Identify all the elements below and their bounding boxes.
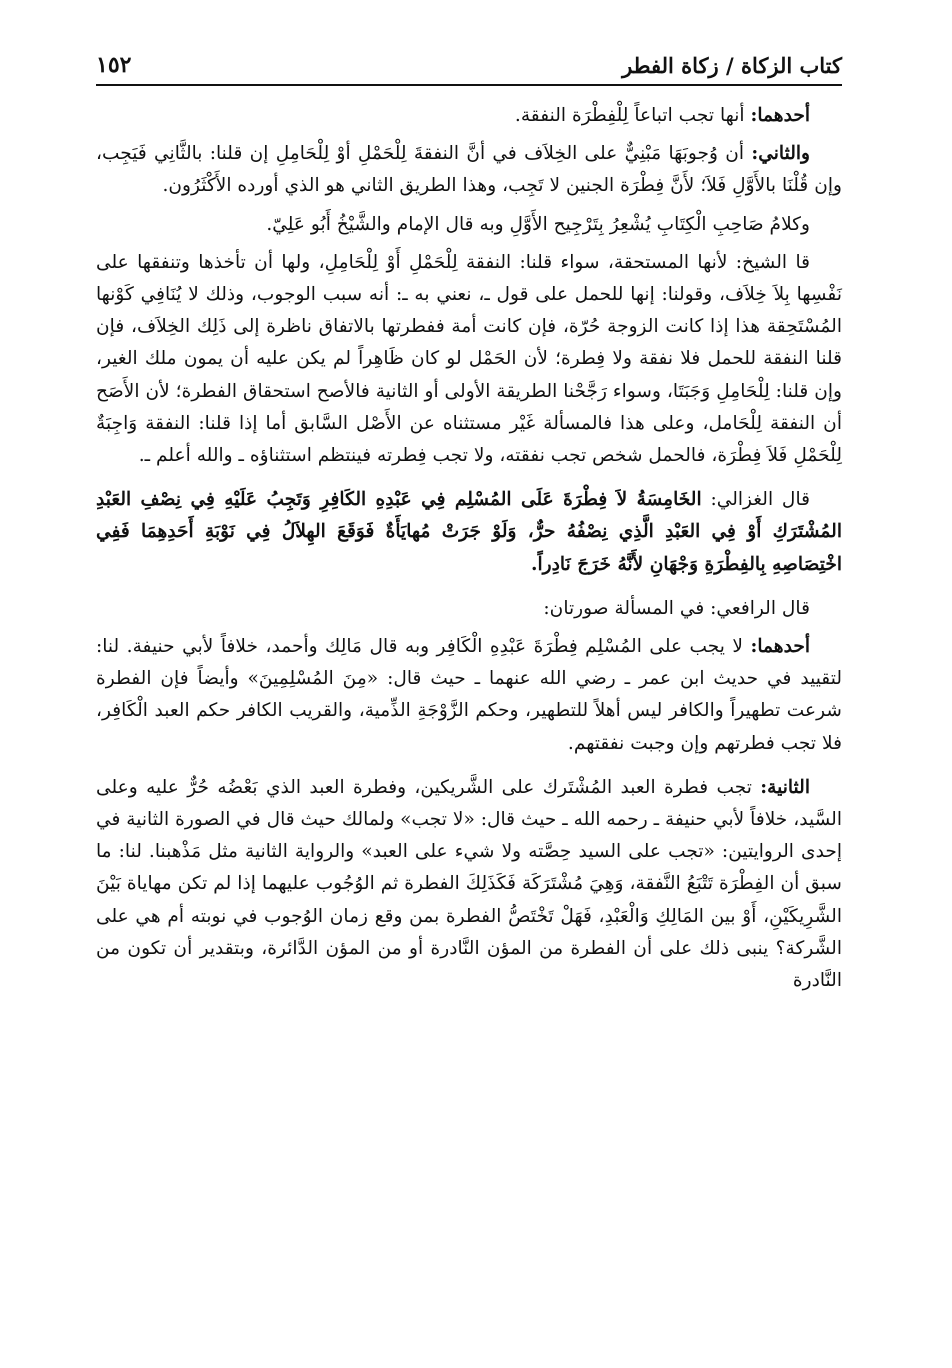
paragraph-prefix: قال الغزالي:: [701, 489, 810, 511]
paragraph-lead: أحدهما:: [750, 636, 810, 658]
paragraph-second-case: [96, 772, 842, 997]
paragraph-text: قا الشيخ: لأنها المستحقة، سواء قلنا: النفقة لِلْحَمْلِ أَوْ لِلْحَامِلِ، ولها أن تأخذها وتنفقها على نَفْسِها بِلاَ خِلاَف، وقولنا: إنها للحمل على قول ـ، نعني به ـ: أنه سبب الوجوب، وذلك لا يُنَافِي كَوْنها المُسْتَحِقة هذا إذا كانت الزوجة حُرّة، فإن كانت أمة ففطرتها بالاتفاق ناظرة إلى ذَلِك الخِلاَف، فإن قلنا النفقة للحمل فلا نفقة ولا فِطرة؛ لأن الحَمْل لو كان ظَاهِراً لم يكن عليه أن يمون ملك الغير، وإن قلنا: لِلْحَامِلِ وَجَبَتَا، وسواء رَجَّحْنا الطريقة الأولى أو الثانية فالأصح استحقاق الفطرة؛ لأن الأَصَح أن النفقة لِلْحَامل، وعلى هذا فالمسألة غَيْر مستثناه عن الأَصْل السَّابق أما إذا قلنا: النفقة وَاجِبَةٌ لِلْحَمْلِ فَلاَ فِطْرَة، فالحمل شخص تجب نفقته، ولا تجب فِطرته فينتظم استثناؤه ـ والله أعلم ـ.: [96, 251, 842, 467]
paragraph-second-view: [96, 138, 842, 202]
paragraph-text: قال الرافعي: في المسألة صورتان:: [543, 597, 810, 619]
paragraph-text: أن وُجوبَهَا مَبْنِيٌّ على الخِلاَف في أنَّ النفقةَ لِلْحَمْلِ أوْ لِلْحَامِلِ إن قلنا: بالثَّانِي فَيَجِب، وإن قُلْنَا بالأَوَّلِ فَلاَ؛ لأَنَّ فِطْرَة الجنين لا تَجِب، وهذا الطريق الثاني هو الذي أورده الأَكْثَرُون.: [96, 143, 842, 197]
paragraph-ghazali-text: [96, 484, 842, 581]
paragraph-lead: والثاني:: [751, 143, 810, 165]
paragraph-text: تجب فطرة العبد المُشْتَرك على الشَّريكين، وفطرة العبد الذي بَعْضُه حُرٌّ عليه وعلى السَّيد، خلافاً لأبي حنيفة ـ رحمه الله ـ حيث قال: «لا تجب» ولمالك حيث قال في الصورة الثانية في إحدى الروايتين: «تجب على السيد حِصَّته ولا شيء على العبد» والرواية الثانية مثل مَذْهبنا. لنا: ما سبق أن الفِطْرَة تَتْبَعُ النَّفقة، وَهِيَ مُشْتَرَكَة فَكَذَلِكَ الفطرة ثم الوُجُوب عليهما إذا لم تكن مهاياة بَيْنَ الشَّرِيكَيْنِ، أَوْ بين المَالِكِ وَالْعَبْدِ، فَهَلْ تَخْتَصُّ الفطرة بمن وقع زمان الوُجوب في نوبته أم هي على الشَّركة؟ ينبى ذلك على أن الفطرة من المؤن النَّادرة أو من المؤن الدَّائرة، وبتقدير أن تكون من النَّادرة: [96, 776, 842, 992]
paragraph-sheikh-opinion: [96, 247, 842, 472]
book-page: [96, 40, 842, 1350]
paragraph-lead: أحدهما:: [750, 105, 810, 126]
paragraph-rafii-intro: [96, 593, 842, 625]
page-number: ١٥٢: [96, 52, 132, 78]
paragraph-text: لا يجب على المُسْلِم فِطْرَةَ عَبْدِهِ الْكَافِر وبه قال مَالِك وأحمد، خلافاً لأبي حنيفة. لنا: لتقييد في حديث ابن عمر ـ رضي الله عنهما ـ حيث قال: «مِنَ المُسْلِمِينَ» وأيضاً فإن الفطرة شرعت تطهيراً والكافر ليس أهلاً للتطهير، وحكم الزَّوْجَةِ الذِّمية، والقريب الكافر حكم العبد الْكَافِر، فلا تجب فطرتهم وإن وجبت نفقتهم.: [96, 636, 842, 754]
paragraph-author-preference: [96, 209, 842, 241]
paragraph-first-case: [96, 631, 842, 760]
paragraph-text: وكلامُ صَاحِبِ الْكِتَابِ يُشْعِرُ بِتَرْجِيح الأَوَّلِ وبه قال الإمام والشَّيْخُ أَبُو عَلِيّ.: [266, 213, 810, 235]
paragraph-lead: الثانية:: [760, 776, 810, 798]
paragraph-text: الخَامِسَةُ لاَ فِطْرَةَ عَلَى المُسْلِم فِي عَبْدِهِ الكَافِرِ وَتَجِبُ عَلَيْهِ فِي نِصْفِ العَبْدِ المُشْتَرَكِ أَوْ فِي العَبْدِ الَّذِي نِصْفُهُ حرٌّ، وَلَوْ جَرَتْ مُهايَأَةٌ فَوَقَعَ الهِلاَلُ فِي نَوْبَةِ أَحَدِهِمَا فَفِي اخْتِصَاصِهِ بِالفِطْرَةِ وَجْهَانِ لأَنَّهُ خَرَجَ نَادِراً.: [96, 489, 842, 575]
paragraph-first-view: [96, 100, 842, 132]
page-header: [96, 40, 842, 86]
page-body: [96, 100, 842, 997]
running-title: كتاب الزكاة / زكاة الفطر: [622, 53, 842, 78]
paragraph-text: أنها تجب اتباعاً لِلْفِطْرَة النفقة.: [514, 105, 751, 126]
